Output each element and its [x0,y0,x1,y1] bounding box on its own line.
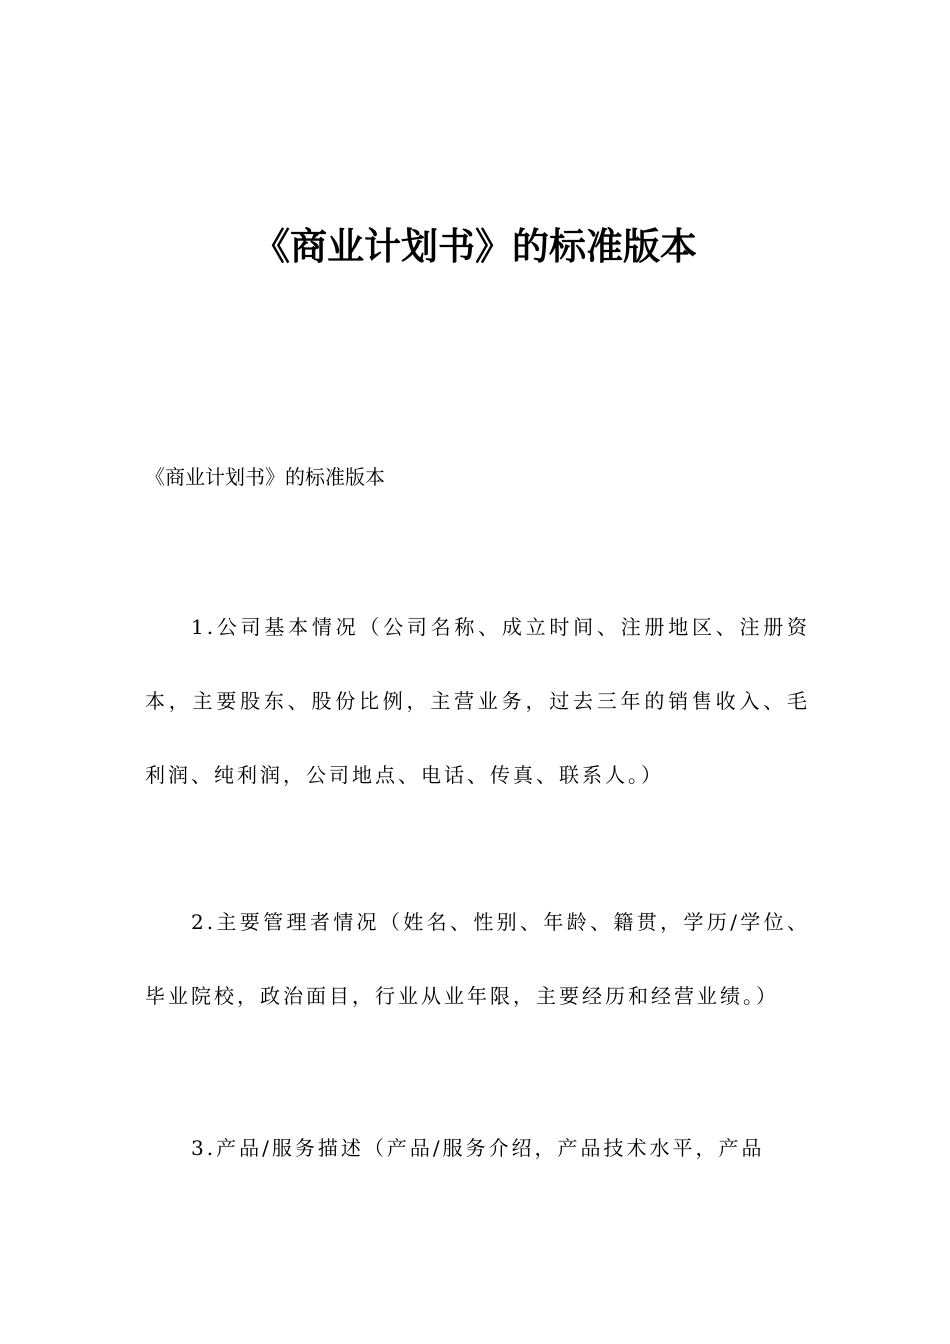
paragraph-company-basic-info: 1.公司基本情况（公司名称、成立时间、注册地区、注册资本，主要股东、股份比例，主营业务，过去三年的销售收入、毛利润、纯利润，公司地点、电话、传真、联系人。） [145,615,810,787]
paragraph-product-service: 3.产品/服务描述（产品/服务介绍，产品技术水平，产品 [191,1136,765,1160]
paragraph-management-info: 2.主要管理者情况（姓名、性别、年龄、籍贯，学历/学位、毕业院校，政治面目，行业从业年限，主要经历和经营业绩。） [145,910,810,1008]
document-title: 《商业计划书》的标准版本 [253,225,697,268]
document-subtitle: 《商业计划书》的标准版本 [145,465,385,489]
